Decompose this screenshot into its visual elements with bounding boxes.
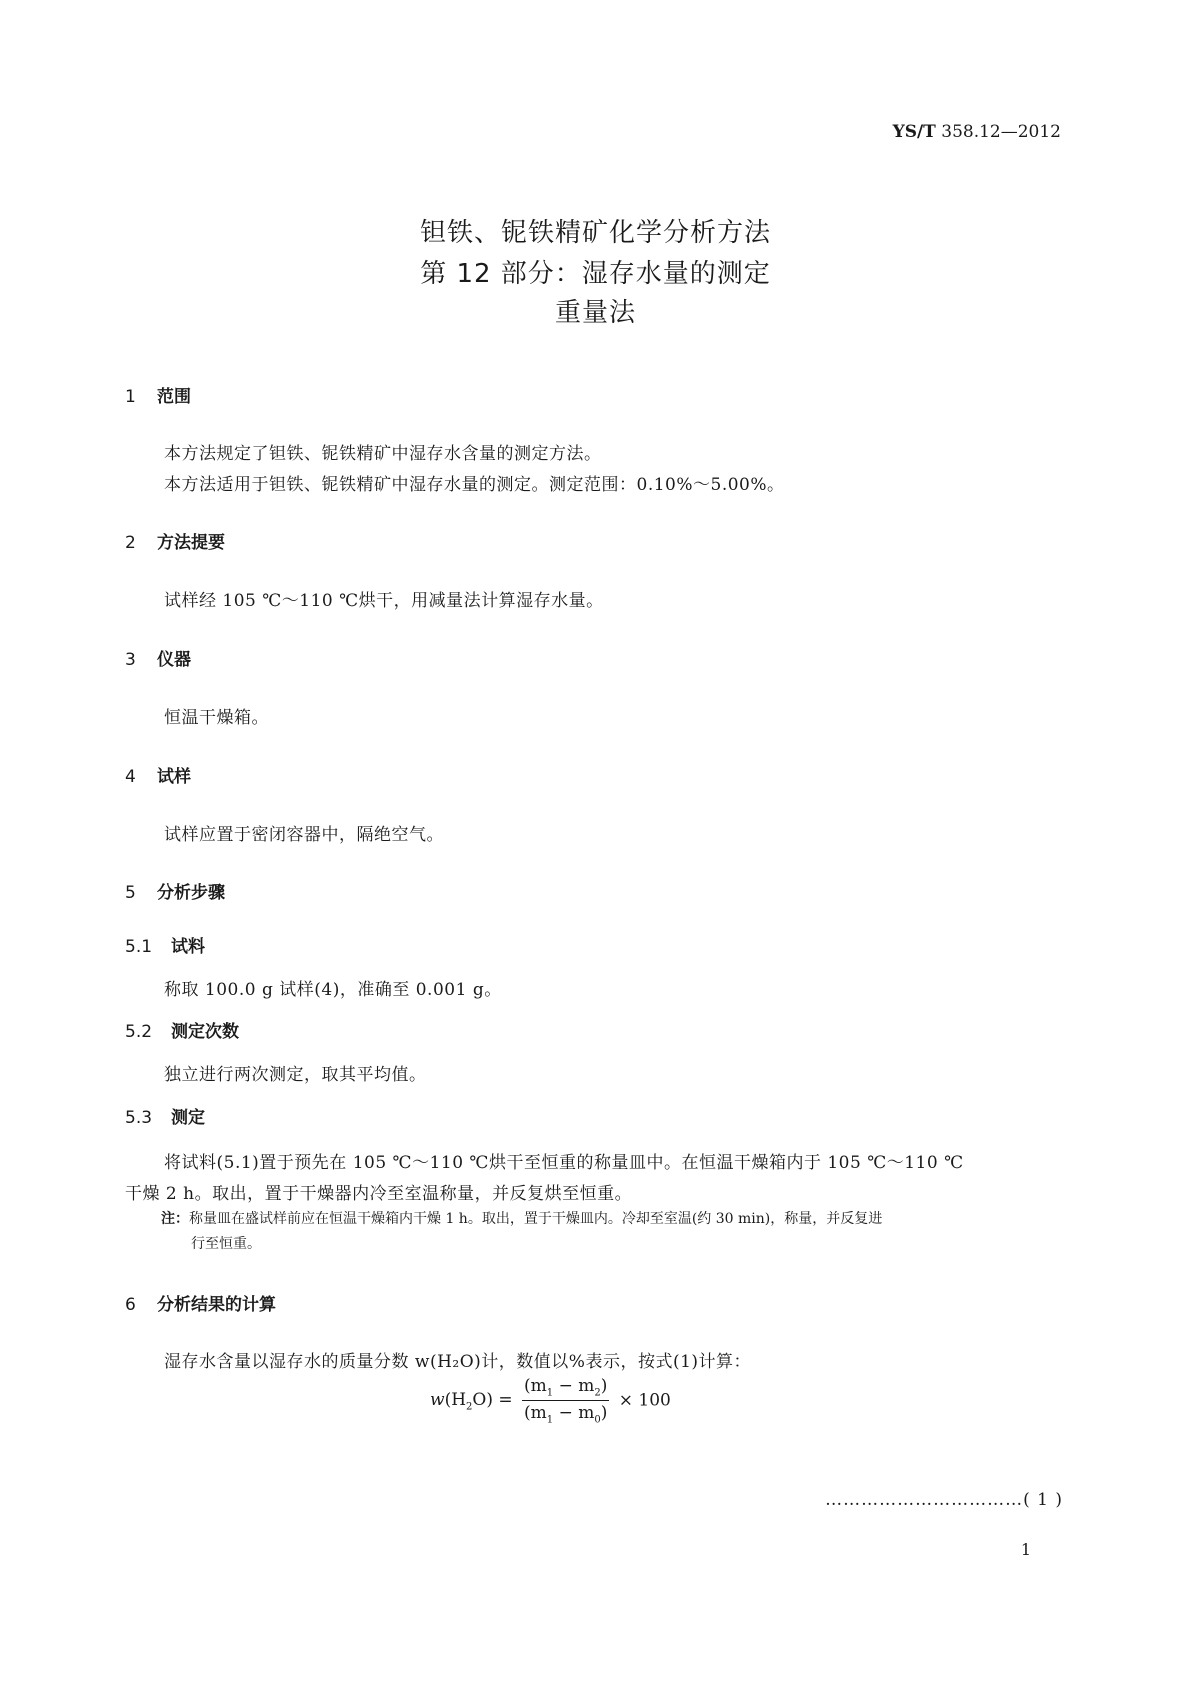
section-number: 3 bbox=[125, 650, 136, 670]
note-label: 注： bbox=[161, 1211, 189, 1227]
num-close: ) bbox=[600, 1376, 608, 1396]
den-sub2: 0 bbox=[594, 1414, 601, 1426]
section-number: 5.3 bbox=[125, 1108, 153, 1128]
formula-fraction bbox=[522, 1376, 609, 1426]
num-mid: − m bbox=[553, 1376, 595, 1396]
formula-var-w: w bbox=[430, 1390, 445, 1411]
section-title: 分析步骤 bbox=[157, 883, 225, 903]
section-6-paragraph: 湿存水含量以湿存水的质量分数 w(H₂O)计，数值以%表示，按式(1)计算： bbox=[164, 1352, 752, 1372]
standard-code bbox=[893, 122, 1061, 142]
section-title: 试料 bbox=[171, 937, 205, 957]
section-1-paragraph-2: 本方法适用于钽铁、铌铁精矿中湿存水量的测定。测定范围：0.10%～5.00%。 bbox=[164, 475, 785, 495]
page-number: 1 bbox=[1020, 1540, 1031, 1559]
section-1-heading bbox=[125, 382, 191, 407]
section-number: 2 bbox=[125, 533, 136, 553]
document-title-line3: 重量法 bbox=[554, 298, 636, 328]
section-2-paragraph: 试样经 105 ℃～110 ℃烘干，用减量法计算湿存水量。 bbox=[164, 591, 604, 611]
section-number: 5 bbox=[125, 883, 136, 903]
note bbox=[161, 1208, 882, 1228]
section-5-1-heading bbox=[125, 932, 205, 957]
formula-h-sub: 2 bbox=[466, 1401, 473, 1413]
formula-lhs bbox=[430, 1390, 513, 1413]
section-number: 1 bbox=[125, 387, 136, 407]
formula-denominator bbox=[522, 1401, 609, 1425]
section-2-heading bbox=[125, 528, 225, 553]
section-title: 方法提要 bbox=[157, 533, 225, 553]
section-number: 5.2 bbox=[125, 1022, 153, 1042]
section-6-heading bbox=[125, 1290, 276, 1315]
den-open: (m bbox=[524, 1403, 547, 1424]
section-title: 试样 bbox=[157, 767, 191, 787]
section-4-heading bbox=[125, 762, 191, 787]
section-title: 分析结果的计算 bbox=[157, 1295, 276, 1315]
num-sub1: 1 bbox=[546, 1387, 554, 1399]
section-title: 测定次数 bbox=[171, 1022, 239, 1042]
section-title: 仪器 bbox=[157, 650, 191, 670]
note-text-line2: 行至恒重。 bbox=[191, 1236, 261, 1252]
section-number: 6 bbox=[125, 1295, 136, 1315]
formula-o-equals: O) = bbox=[472, 1390, 513, 1411]
note-text-line1: 称量皿在盛试样前应在恒温干燥箱内干燥 1 h。取出，置于干燥皿内。冷却至室温(约 30 min)，称量，并反复进 bbox=[189, 1211, 883, 1227]
section-1-paragraph-1: 本方法规定了钽铁、铌铁精矿中湿存水含量的测定方法。 bbox=[164, 444, 602, 464]
section-5-1-paragraph: 称取 100.0 g 试样(4)，准确至 0.001 g。 bbox=[164, 980, 502, 1000]
section-title: 测定 bbox=[171, 1108, 205, 1128]
section-3-heading bbox=[125, 645, 191, 670]
section-5-heading bbox=[125, 878, 225, 903]
den-sub1: 1 bbox=[546, 1414, 554, 1426]
equation-reference: ……………………………( 1 ) bbox=[825, 1490, 1063, 1510]
num-sub2: 2 bbox=[594, 1387, 601, 1399]
standard-number: 358.12—2012 bbox=[935, 122, 1061, 142]
standard-prefix: YS/T bbox=[892, 122, 936, 142]
section-4-paragraph: 试样应置于密闭容器中，隔绝空气。 bbox=[164, 825, 444, 845]
den-close: ) bbox=[600, 1403, 608, 1424]
section-5-3-paragraph-line1: 将试料(5.1)置于预先在 105 ℃～110 ℃烘干至恒重的称量皿中。在恒温干燥箱内于 105 ℃～110 ℃ bbox=[164, 1153, 964, 1173]
section-title: 范围 bbox=[157, 387, 191, 407]
section-5-3-paragraph-line2: 干燥 2 h。取出，置于干燥器内冷至室温称量，并反复烘至恒重。 bbox=[125, 1184, 633, 1204]
formula-numerator bbox=[522, 1376, 609, 1401]
section-3-paragraph: 恒温干燥箱。 bbox=[164, 708, 269, 728]
formula-h: (H bbox=[444, 1390, 467, 1411]
document-title-line2: 第 12 部分：湿存水量的测定 bbox=[420, 259, 771, 289]
section-number: 5.1 bbox=[125, 937, 153, 957]
formula-1 bbox=[430, 1376, 671, 1426]
num-open: (m bbox=[524, 1376, 547, 1396]
section-5-2-heading bbox=[125, 1017, 239, 1042]
section-5-3-heading bbox=[125, 1103, 205, 1128]
den-mid: − m bbox=[553, 1403, 595, 1424]
document-title-line1: 钽铁、铌铁精矿化学分析方法 bbox=[419, 218, 771, 248]
formula-times: × 100 bbox=[618, 1390, 671, 1411]
section-5-2-paragraph: 独立进行两次测定，取其平均值。 bbox=[164, 1065, 427, 1085]
section-number: 4 bbox=[125, 767, 136, 787]
